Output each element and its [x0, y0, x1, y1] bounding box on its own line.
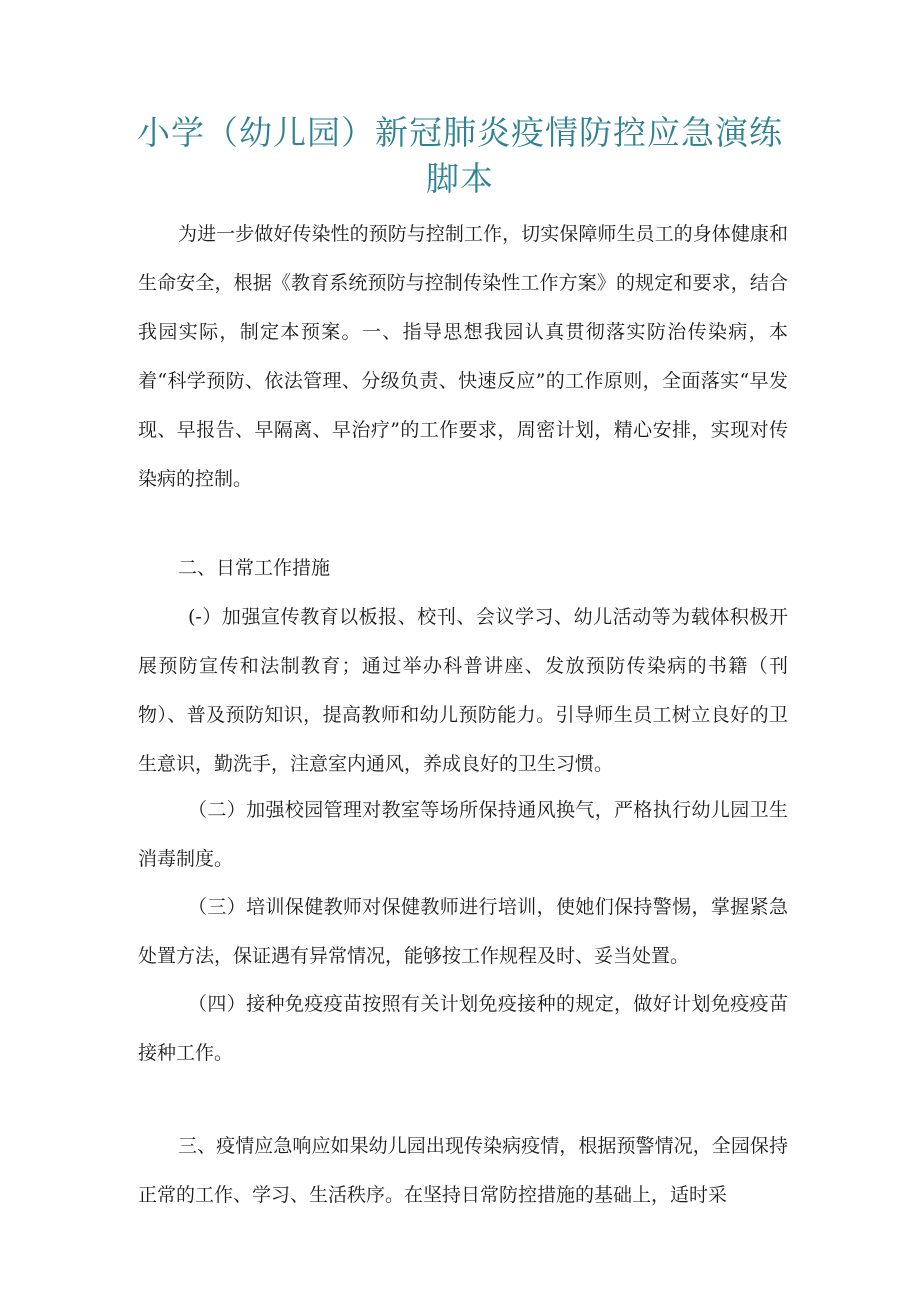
document-title-line-2: 脚本: [426, 159, 494, 198]
section-2-heading: 二、日常工作措施: [178, 557, 331, 579]
measure-item-2: （二）加强校园管理对教室等场所保持通风换气，严格执行幼儿园卫生消毒制度。: [138, 799, 788, 870]
document-title-line-1: 小学（幼儿园）新冠肺炎疫情防控应急演练: [137, 113, 783, 152]
intro-paragraph: 为进一步做好传染性的预防与控制工作，切实保障师生员工的身体健康和生命安全，根据《教育系统预防与控制传染性工作方案》的规定和要求，结合我园实际，制定本预案。一、指导思想我园认真贯彻落实防治传染病，本着“科学预防、依法管理、分级负责、快速反应”的工作原则，全面落实“早发现、早报告、早隔离、早治疗”的工作要求，周密计划，精心安排，实现对传染病的控制。: [138, 223, 788, 490]
section-3-paragraph: 三、疫情应急响应如果幼儿园出现传染病疫情，根据预警情况，全园保持正常的工作、学习、生活秩序。在坚持日常防控措施的基础上，适时采: [138, 1135, 788, 1206]
measure-item-1: (-）加强宣传教育以板报、校刊、会议学习、幼儿活动等为载体积极开展预防宣传和法制教育；通过举办科普讲座、发放预防传染病的书籍（刊物）、普及预防知识，提高教师和幼儿预防能力。引导师生员工树立良好的卫生意识，勤洗手，注意室内通风，养成良好的卫生习惯。: [138, 606, 788, 775]
measure-item-4: （四）接种免疫疫苗按照有关计划免疫接种的规定，做好计划免疫疫苗接种工作。: [138, 993, 788, 1064]
measure-item-3: （三）培训保健教师对保健教师进行培训，使她们保持警惕，掌握紧急处置方法，保证遇有异常情况，能够按工作规程及时、妥当处置。: [138, 896, 788, 967]
